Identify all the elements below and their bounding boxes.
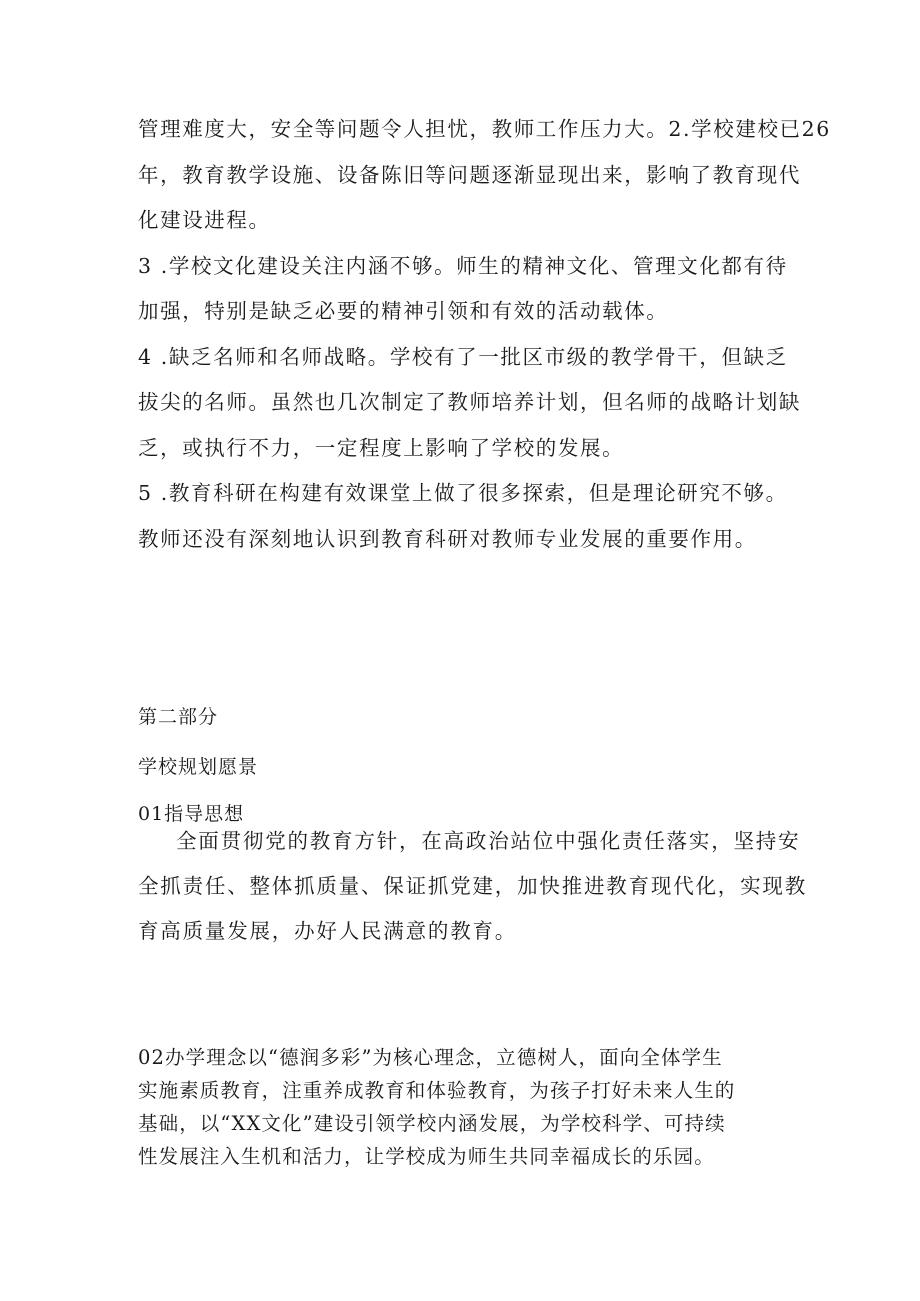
problems-section — [138, 107, 831, 562]
guiding-paragraph — [138, 819, 807, 954]
text-line: 5 .教育科研在构建有效课堂上做了很多探索，但是理论研究不够。 — [138, 481, 788, 505]
text-line: 4 .缺乏名师和名师战略。学校有了一批区市级的教学骨干，但缺乏 — [138, 344, 788, 369]
text-line: 管理难度大，安全等问题令人担忧，教师工作压力大。2.学校建校已26 — [138, 117, 831, 141]
text-line: 全抓责任、整体抓质量、保证抓党建，加快推进教育现代化，实现教 — [138, 874, 807, 898]
text-line: 性发展注入生机和活力，让学校成为师生共同幸福成长的乐园。 — [138, 1145, 715, 1168]
text-line: 3 .学校文化建设关注内涵不够。师生的精神文化、管理文化都有待 — [138, 253, 788, 278]
text-line: 02办学理念以“德润多彩”为核心理念，立德树人，面向全体学生 — [138, 1046, 723, 1069]
text-line: 化建设进程。 — [138, 208, 271, 232]
guiding-heading: 01指导思想 — [138, 803, 245, 825]
text-line: 加强，特别是缺乏必要的精神引领和有效的活动载体。 — [138, 299, 669, 323]
part-label: 第二部分 — [138, 706, 219, 728]
text-line: 全面贯彻党的教育方针，在高政治站位中强化责任落实，坚持安 — [176, 829, 801, 853]
section-title: 学校规划愿景 — [138, 756, 259, 778]
text-line: 育高质量发展，办好人民满意的教育。 — [138, 919, 518, 943]
text-line: 基础，以“XX文化”建设引领学校内涵发展，为学校科学、可持续 — [138, 1112, 726, 1135]
text-line: 教师还没有深刻地认识到教育科研对教师专业发展的重要作用。 — [138, 526, 757, 551]
text-line: 乏，或执行不力，一定程度上影响了学校的发展。 — [138, 435, 625, 460]
text-line: 年，教育教学设施、设备陈旧等问题逐渐显现出来，影响了教育现代 — [138, 162, 801, 187]
text-line: 拔尖的名师。虽然也几次制定了教师培养计划，但名师的战略计划缺 — [138, 390, 801, 414]
text-line: 实施素质教育，注重养成教育和体验教育，为孩子打好未来人生的 — [138, 1079, 736, 1102]
philosophy-paragraph — [138, 1041, 788, 1173]
